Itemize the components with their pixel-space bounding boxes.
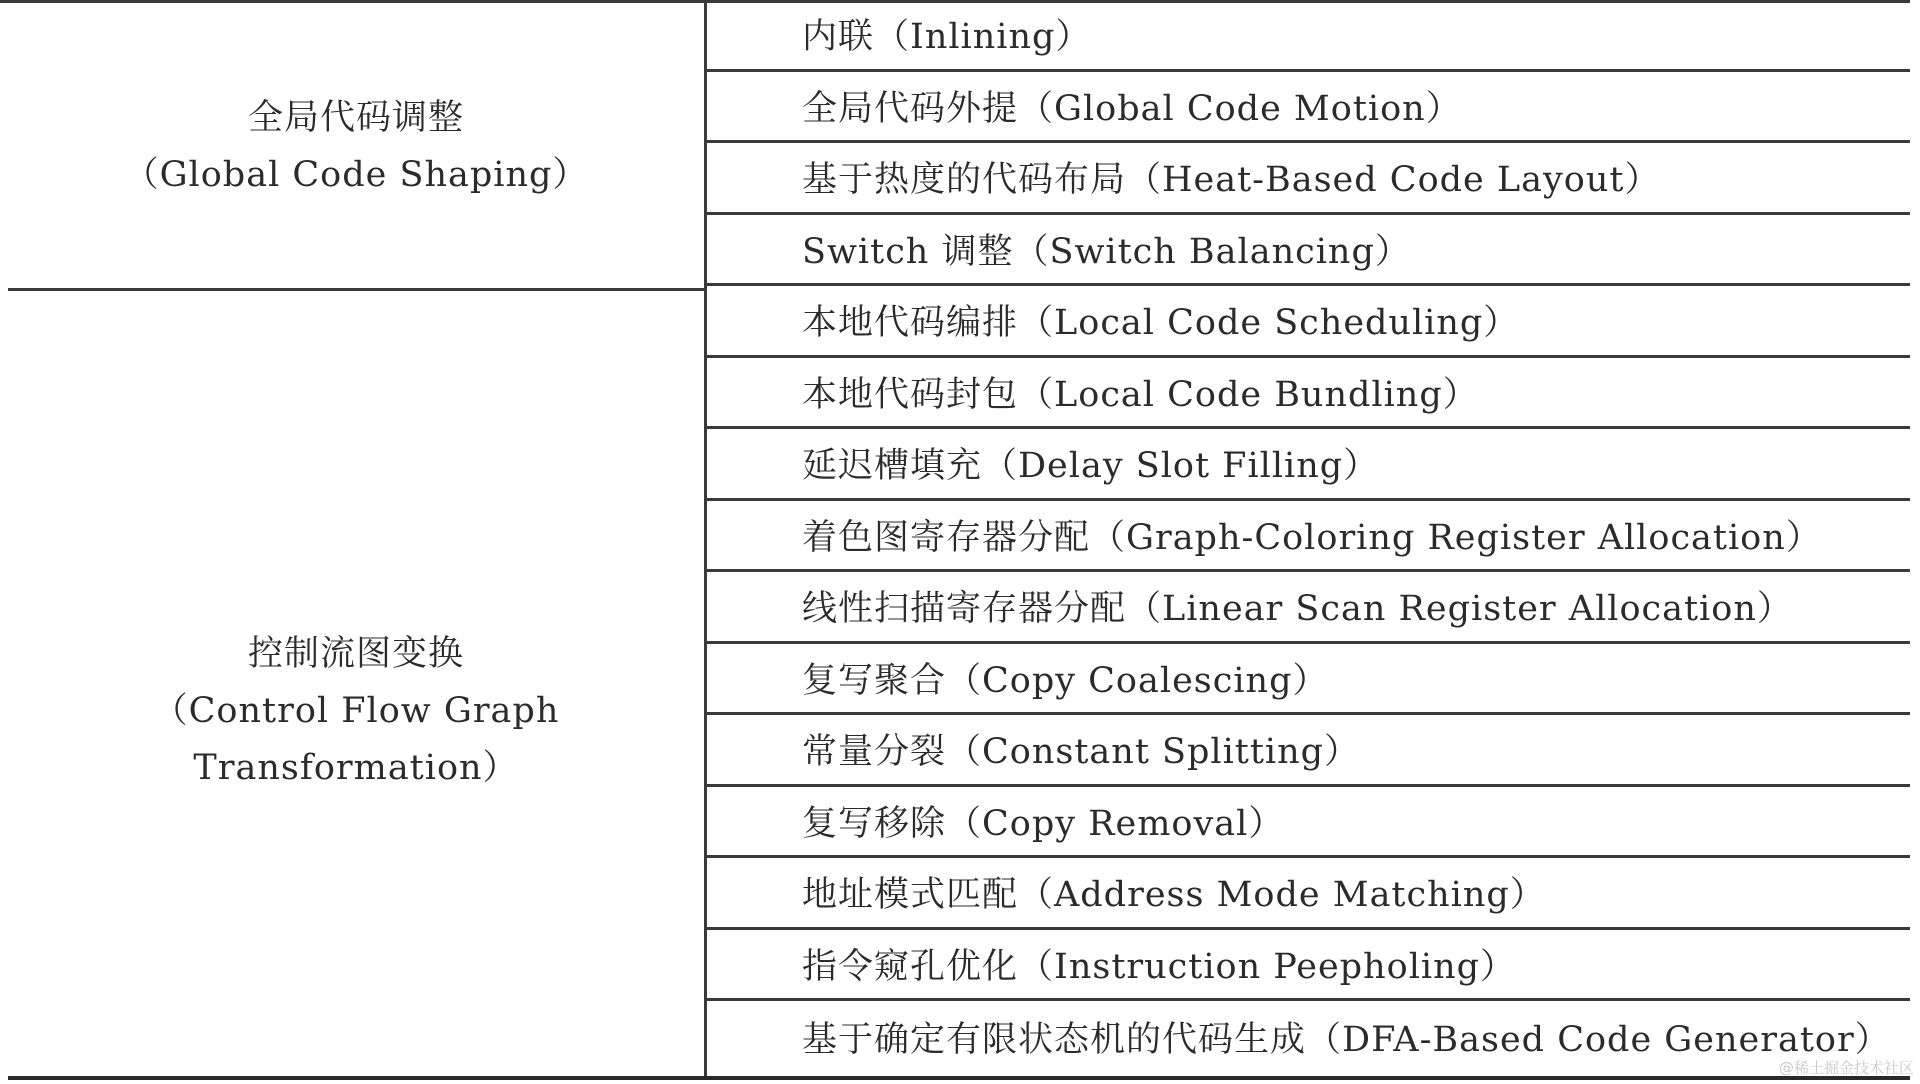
table-row xyxy=(706,572,1910,644)
category-label-cn: 全局代码调整 xyxy=(247,98,464,138)
item-label: Switch 调整（Switch Balancing） xyxy=(802,231,1411,272)
category-label-en: （Global Code Shaping） xyxy=(123,155,589,195)
category-label-cn: 控制流图变换 xyxy=(247,634,464,674)
table-row xyxy=(706,0,1910,72)
item-label: 基于热度的代码布局（Heat-Based Code Layout） xyxy=(802,160,1661,201)
table-row xyxy=(706,930,1910,1002)
item-label: 地址模式匹配（Address Mode Matching） xyxy=(802,875,1546,916)
item-label: 延迟槽填充（Delay Slot Filling） xyxy=(802,446,1380,487)
group-separator xyxy=(8,288,706,291)
category-global-code-shaping xyxy=(8,90,704,204)
item-label: 常量分裂（Constant Splitting） xyxy=(802,732,1361,773)
item-label: 基于确定有限状态机的代码生成（DFA-Based Code Generator） xyxy=(802,1019,1891,1060)
table-row xyxy=(706,358,1910,430)
table-row xyxy=(706,72,1910,144)
table-row xyxy=(706,215,1910,287)
table-row xyxy=(706,644,1910,716)
category-label-en: （Control Flow Graph Transformation） xyxy=(152,691,560,788)
table-row xyxy=(706,429,1910,501)
item-label: 复写聚合（Copy Coalescing） xyxy=(802,660,1329,701)
table-row xyxy=(706,286,1910,358)
item-label: 着色图寄存器分配（Graph-Coloring Register Allocation） xyxy=(802,517,1822,558)
table-bottom-rule xyxy=(8,1076,1910,1080)
item-label: 指令窥孔优化（Instruction Peepholing） xyxy=(802,946,1517,987)
item-label: 本地代码封包（Local Code Bundling） xyxy=(802,374,1479,415)
table-row xyxy=(706,858,1910,930)
table-row xyxy=(706,787,1910,859)
category-control-flow-graph-transformation xyxy=(8,626,704,797)
table-row xyxy=(706,715,1910,787)
item-label: 内联（Inlining） xyxy=(802,17,1092,58)
table-row xyxy=(706,1001,1910,1073)
item-label: 线性扫描寄存器分配（Linear Scan Register Allocation） xyxy=(802,589,1793,630)
watermark: @稀土掘金技术社区 xyxy=(1778,1059,1914,1077)
item-label: 复写移除（Copy Removal） xyxy=(802,803,1285,844)
item-column xyxy=(706,0,1910,1073)
table-row xyxy=(706,501,1910,573)
item-label: 全局代码外提（Global Code Motion） xyxy=(802,88,1462,129)
item-label: 本地代码编排（Local Code Scheduling） xyxy=(802,303,1520,344)
table-row xyxy=(706,143,1910,215)
